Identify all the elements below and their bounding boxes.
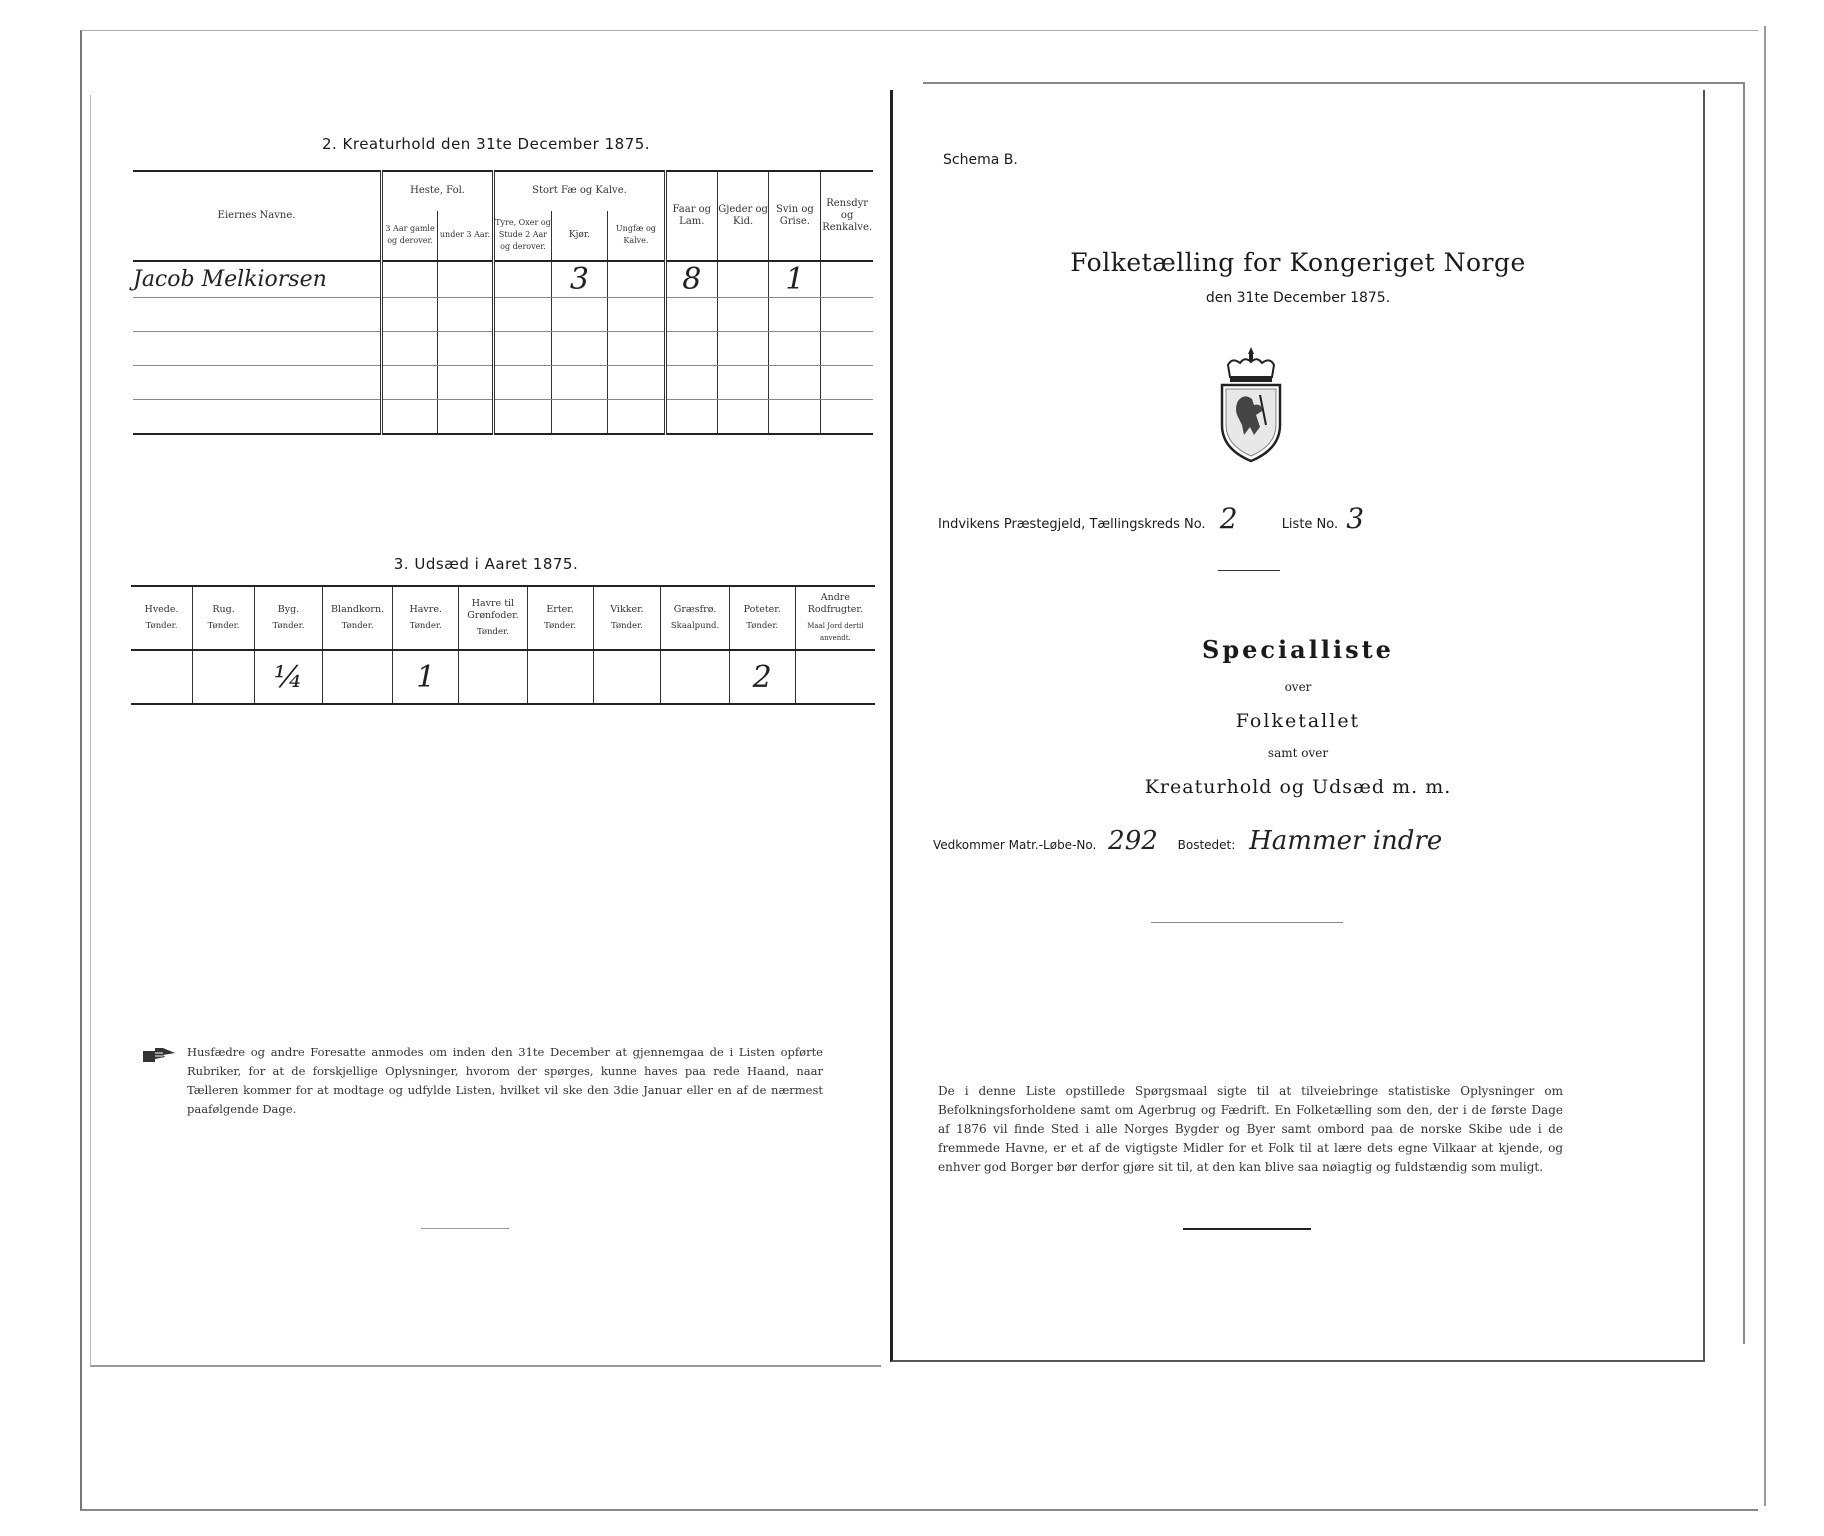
- table-row: [131, 650, 875, 704]
- seed-col-header: [459, 586, 527, 650]
- seed-col-header: [322, 586, 392, 650]
- cell-horse-old: [382, 261, 438, 298]
- seed-col-unit: Skaalpund.: [670, 621, 720, 631]
- cell-cows: 3: [551, 261, 607, 298]
- list-label: Liste No.: [1281, 517, 1339, 532]
- pigs-header: Svin og Grise.: [769, 171, 821, 261]
- list-number: 3: [1346, 502, 1365, 535]
- seed-col-name: Havre til Grønfoder.: [467, 598, 519, 621]
- seed-value-cell: ¼: [255, 650, 323, 704]
- cows-header: Kjør.: [551, 211, 607, 261]
- seed-value-cell: [322, 650, 392, 704]
- col-owner-header: Eiernes Navne.: [133, 171, 382, 261]
- bosted-label: Bostedet:: [1177, 838, 1236, 852]
- seed-value-cell: [131, 650, 193, 704]
- cell-young: [607, 261, 665, 298]
- cattle-group-header: Stort Fæ og Kalve.: [493, 171, 665, 211]
- seed-col-header: [393, 586, 459, 650]
- seed-col-unit: Tønder.: [207, 621, 240, 631]
- sheep-header: Faar og Lam.: [665, 171, 717, 261]
- seed-col-header: [255, 586, 323, 650]
- seed-col-name: Havre.: [409, 604, 442, 615]
- livestock-title: 2. Kreaturhold den 31te December 1875.: [321, 135, 651, 153]
- schema-label: Schema B.: [943, 152, 1018, 168]
- seed-value-cell: [527, 650, 593, 704]
- divider: [1218, 570, 1280, 571]
- seed-col-unit: Tønder.: [409, 621, 442, 631]
- parish-label: Indvikens Præstegjeld,: [938, 517, 1086, 532]
- cell-horse-young: [438, 261, 494, 298]
- seed-value-cell: [593, 650, 661, 704]
- divider: [1183, 1228, 1311, 1230]
- cell-pigs: 1: [769, 261, 821, 298]
- district-label: Tællingskreds No.: [1089, 517, 1206, 532]
- young-cattle-header: Ungfæ og Kalve.: [607, 211, 665, 261]
- horse-young-header: under 3 Aar.: [438, 211, 494, 261]
- main-date: den 31te December 1875.: [1205, 290, 1391, 306]
- seed-value-cell: [193, 650, 255, 704]
- seed-col-unit: Tønder.: [610, 621, 643, 631]
- district-number: 2: [1219, 502, 1238, 535]
- right-page: [890, 90, 1705, 1362]
- bosted-value: Hammer indre: [1249, 826, 1443, 856]
- seed-table: [131, 585, 875, 705]
- matr-line: [933, 826, 1442, 856]
- samt-over-text: samt over: [1267, 746, 1329, 760]
- left-page: [90, 95, 881, 1367]
- matr-number: 292: [1108, 826, 1158, 856]
- seed-col-name: Hvede.: [144, 604, 179, 615]
- right-notice: De i denne Liste opstillede Spørgsmaal sigte til at tilveiebringe statistiske Oplysninger om Befolkningsforholdene samt om Agerbrug og Fædrift. En Folketælling som den, der i de første Dage af 1876 vil finde Sted i alle Norges Bygder og Byer samt ombord paa de norske Skibe ude i de fremmede Havne, er et af de vigtigste Midler for et Folk til at lære dets egne Vilkaar at kjende, og enhver god Borger bør derfor gjøre sit til, at den kan blive saa nøiagtig og fuldstændig som muligt.: [938, 1084, 1563, 1174]
- horse-group-header: Heste, Fol.: [382, 171, 494, 211]
- folketallet-text: Folketallet: [1235, 710, 1361, 732]
- seed-col-name: Andre Rodfrugter.: [807, 592, 863, 615]
- seed-col-header: [795, 586, 875, 650]
- owner-name: Jacob Melkiorsen: [133, 261, 382, 298]
- matr-label: Vedkommer Matr.-Løbe-No.: [933, 838, 1097, 852]
- seed-col-name: Byg.: [277, 604, 300, 615]
- seed-col-header: [193, 586, 255, 650]
- seed-col-name: Poteter.: [743, 604, 781, 615]
- seed-col-header: [527, 586, 593, 650]
- seed-col-name: Græsfrø.: [673, 604, 717, 615]
- seed-col-name: Erter.: [546, 604, 574, 615]
- reindeer-header: Rensdyr og Renkalve.: [821, 171, 873, 261]
- seed-col-unit: Tønder.: [272, 621, 305, 631]
- seed-value-cell: [661, 650, 729, 704]
- table-row: [133, 400, 873, 435]
- table-row: [133, 261, 873, 298]
- seed-col-name: Vikker.: [610, 604, 644, 615]
- divider: [1151, 922, 1343, 923]
- bulls-header: Tyre, Oxer og Stude 2 Aar og derover.: [493, 211, 551, 261]
- divider: [421, 1228, 509, 1229]
- specialliste-title: Specialliste: [1202, 635, 1394, 664]
- table-row: [133, 298, 873, 332]
- seed-col-header: [661, 586, 729, 650]
- table-row: [133, 366, 873, 400]
- seed-value-cell: [795, 650, 875, 704]
- seed-col-header: [131, 586, 193, 650]
- goats-header: Gjeder og Kid.: [717, 171, 769, 261]
- cell-bulls: [493, 261, 551, 298]
- seed-col-unit: Maal Jord dertil anvendt.: [807, 622, 864, 642]
- seed-title: 3. Udsæd i Aaret 1875.: [393, 555, 579, 573]
- cell-sheep: 8: [665, 261, 717, 298]
- over-text: over: [1284, 680, 1312, 694]
- seed-col-name: Blandkorn.: [331, 604, 385, 615]
- pointing-hand-icon: [141, 1045, 177, 1065]
- seed-value-cell: [459, 650, 527, 704]
- horse-old-header: 3 Aar gamle og derover.: [382, 211, 438, 261]
- cell-goats: [717, 261, 769, 298]
- seed-col-unit: Tønder.: [341, 621, 374, 631]
- kreatur-text: Kreaturhold og Udsæd m. m.: [1144, 776, 1452, 798]
- seed-col-header: [593, 586, 661, 650]
- parish-line: [938, 502, 1364, 535]
- livestock-table: [133, 170, 873, 435]
- seed-col-unit: Tønder.: [544, 621, 577, 631]
- seed-col-unit: Tønder.: [145, 621, 178, 631]
- seed-col-unit: Tønder.: [746, 621, 779, 631]
- seed-value-cell: 1: [393, 650, 459, 704]
- seed-col-unit: Tønder.: [476, 627, 509, 637]
- left-notice: Husfædre og andre Foresatte anmodes om inden den 31te December at gjennemgaa de i Listen opførte Rubriker, for at de forskjellige Oplysninger, hvorom der spørges, kunne haves paa rede Haand, naar Tælleren kommer for at modtage og udfylde Listen, hvilket vil ske den 3die Januar eller en af de nærmest paafølgende Dage.: [187, 1045, 823, 1116]
- cell-reindeer: [821, 261, 873, 298]
- norwegian-coat-of-arms-icon: [1218, 345, 1284, 465]
- seed-col-header: [729, 586, 795, 650]
- seed-col-name: Rug.: [212, 604, 235, 615]
- table-row: [133, 332, 873, 366]
- seed-value-cell: 2: [729, 650, 795, 704]
- main-title: Folketælling for Kongeriget Norge: [1070, 248, 1526, 277]
